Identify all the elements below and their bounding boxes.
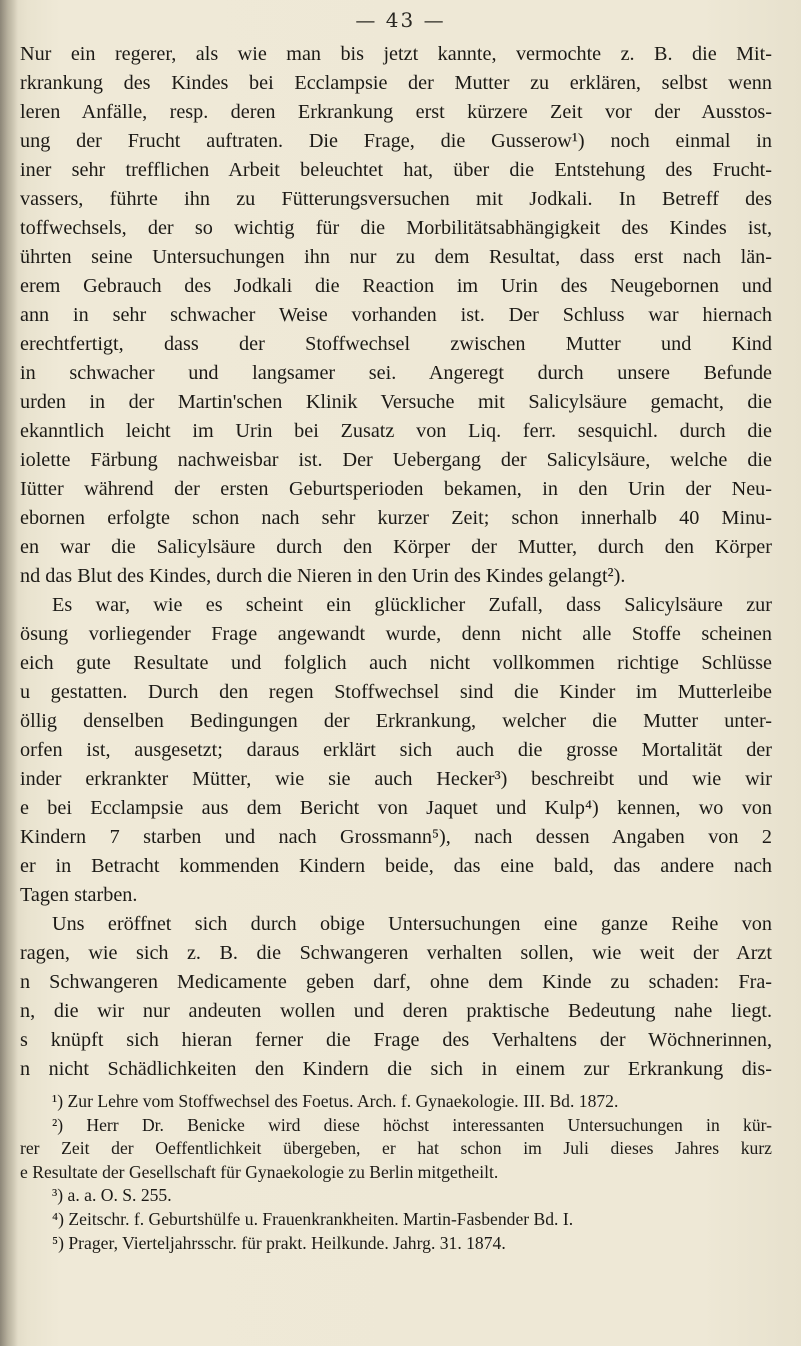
text-line: Tagen starben. — [20, 884, 138, 906]
footnote-line: e Resultate der Gesellschaft für Gynaekologie zu Berlin mitgetheilt. — [20, 1161, 499, 1182]
text-line: ösung vorliegender Frage angewandt wurde, denn nicht alle Stoffe scheinen — [20, 623, 772, 645]
text-line: nd das Blut des Kindes, durch die Nieren in den Urin des Kindes gelangt²). — [20, 565, 626, 587]
footnote-line: rer Zeit der Oeffentlichkeit übergeben, er hat schon im Juli dieses Jahres kurz — [20, 1138, 772, 1159]
footnote-line: ⁵) Prager, Vierteljahrsschr. für prakt. Heilkunde. Jahrg. 31. 1874. — [52, 1232, 506, 1253]
text-line: ekanntlich leicht im Urin bei Zusatz von Liq. ferr. sesquichl. durch die — [20, 420, 772, 442]
text-line: iner sehr trefflichen Arbeit beleuchtet hat, über die Entstehung des Frucht- — [20, 159, 772, 181]
text-line: Kindern 7 starben und nach Grossmann⁵), nach dessen Angaben von 2 — [20, 826, 772, 848]
text-line: orfen ist, ausgesetzt; daraus erklärt sich auch die grosse Mortalität der — [20, 739, 772, 761]
text-line: erechtfertigt, dass der Stoffwechsel zwischen Mutter und Kind — [20, 333, 772, 355]
book-binding-shadow — [0, 0, 18, 1346]
text-line: leren Anfälle, resp. deren Erkrankung erst kürzere Zeit vor der Ausstos- — [20, 101, 772, 123]
text-line: n Schwangeren Medicamente geben darf, ohne dem Kinde zu schaden: Fra- — [20, 971, 772, 993]
text-line: urden in der Martin'schen Klinik Versuche mit Salicylsäure gemacht, die — [20, 391, 772, 413]
text-line: ebornen erfolgte schon nach sehr kurzer Zeit; schon innerhalb 40 Minu- — [20, 507, 772, 529]
text-line: eich gute Resultate und folglich auch nicht vollkommen richtige Schlüsse — [20, 652, 772, 674]
text-line: Nur ein regerer, als wie man bis jetzt kannte, vermochte z. B. die Mit- — [20, 43, 772, 65]
text-line: e bei Ecclampsie aus dem Bericht von Jaquet und Kulp⁴) kennen, wo von — [20, 797, 772, 819]
text-line: n, die wir nur andeuten wollen und deren praktische Bedeutung nahe liegt. — [20, 1000, 772, 1022]
text-line: ührten seine Untersuchungen ihn nur zu dem Resultat, dass erst nach län- — [20, 246, 772, 268]
text-line: en war die Salicylsäure durch den Körper der Mutter, durch den Körper — [20, 536, 772, 558]
text-line: Uns eröffnet sich durch obige Untersuchungen eine ganze Reihe von — [52, 913, 772, 935]
text-line: inder erkrankter Mütter, wie sie auch Hecker³) beschreibt und wie wir — [20, 768, 772, 790]
text-line: er in Betracht kommenden Kindern beide, das eine bald, das andere nach — [20, 855, 772, 877]
page-number: — 43 — — [355, 8, 446, 32]
text-line: toffwechsels, der so wichtig für die Morbilitätsabhängigkeit des Kindes ist, — [20, 217, 772, 239]
text-line: ragen, wie sich z. B. die Schwangeren verhalten sollen, wie weit der Arzt — [20, 942, 772, 964]
text-line: ann in sehr schwacher Weise vorhanden ist. Der Schluss war hiernach — [20, 304, 772, 326]
footnote-line: ²) Herr Dr. Benicke wird diese höchst interessanten Untersuchungen in kür- — [52, 1114, 772, 1135]
text-line: vassers, führte ihn zu Fütterungsversuchen mit Jodkali. In Betreff des — [20, 188, 772, 210]
text-line: u gestatten. Durch den regen Stoffwechsel sind die Kinder im Mutterleibe — [20, 681, 772, 703]
text-line: Iütter während der ersten Geburtsperioden bekamen, in den Urin der Neu- — [20, 478, 772, 500]
footnote-line: ⁴) Zeitschr. f. Geburtshülfe u. Frauenkrankheiten. Martin-Fasbender Bd. I. — [52, 1208, 574, 1229]
text-line: iolette Färbung nachweisbar ist. Der Uebergang der Salicylsäure, welche die — [20, 449, 772, 471]
body-text — [20, 40, 772, 1084]
text-line: s knüpft sich hieran ferner die Frage des Verhaltens der Wöchnerinnen, — [20, 1029, 772, 1051]
text-line: rkrankung des Kindes bei Ecclampsie der Mutter zu erklären, selbst wenn — [20, 72, 772, 94]
text-line: Es war, wie es scheint ein glücklicher Zufall, dass Salicylsäure zur — [52, 594, 772, 616]
text-line: ung der Frucht auftraten. Die Frage, die Gusserow¹) noch einmal in — [20, 130, 772, 152]
text-line: öllig denselben Bedingungen der Erkrankung, welcher die Mutter unter- — [20, 710, 772, 732]
footnotes — [20, 1090, 772, 1255]
footnote-line: ¹) Zur Lehre vom Stoffwechsel des Foetus. Arch. f. Gynaekologie. III. Bd. 1872. — [52, 1091, 619, 1111]
footnote-line: ³) a. a. O. S. 255. — [52, 1185, 172, 1206]
text-line: in schwacher und langsamer sei. Angeregt durch unsere Befunde — [20, 362, 772, 384]
text-line: erem Gebrauch des Jodkali die Reaction im Urin des Neugebornen und — [20, 275, 772, 297]
text-line: n nicht Schädlichkeiten den Kindern die sich in einem zur Erkrankung dis- — [20, 1058, 772, 1080]
